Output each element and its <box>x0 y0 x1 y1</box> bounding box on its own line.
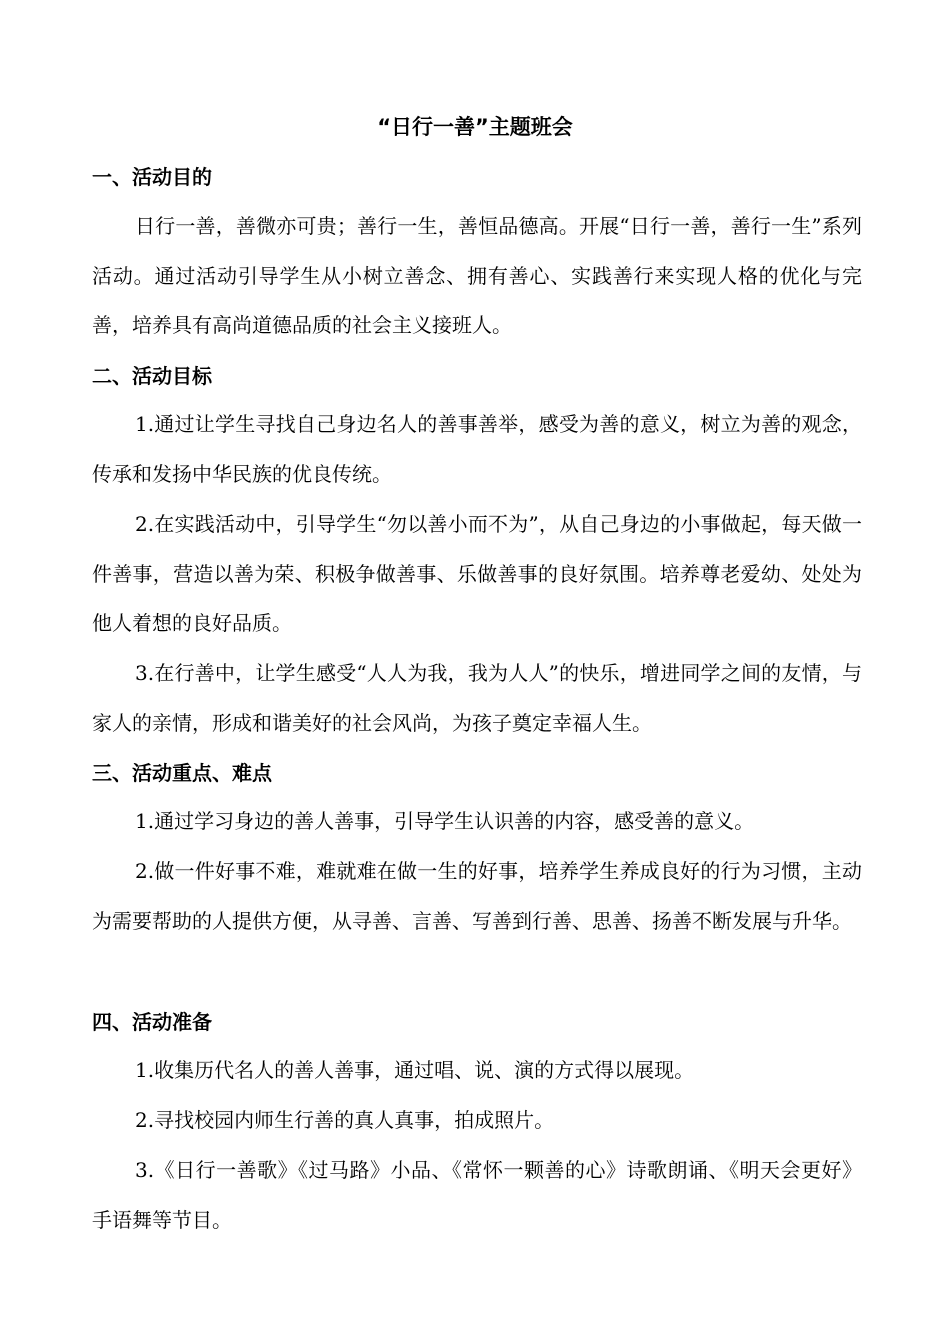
section-paragraph: 3.在行善中，让学生感受“人人为我，我为人人”的快乐，增进同学之间的友情，与家人的亲情，形成和谐美好的社会风尚，为孩子奠定幸福人生。 <box>92 661 862 735</box>
section-paragraph: 2.寻找校园内师生行善的真人真事，拍成照片。 <box>135 1108 555 1132</box>
section-paragraph: 2.做一件好事不难，难就难在做一生的好事，培养学生养成良好的行为习惯，主动为需要帮助的人提供方便，从寻善、言善、写善到行善、思善、扬善不断发展与升华。 <box>92 859 862 933</box>
section-paragraph: 2.在实践活动中，引导学生“勿以善小而不为”，从自己身边的小事做起，每天做一件善事，营造以善为荣、积极争做善事、乐做善事的良好氛围。培养尊老爱幼、处处为他人着想的良好品质。 <box>92 512 862 635</box>
section-paragraph: 3.《日行一善歌》《过马路》小品、《常怀一颗善的心》诗歌朗诵、《明天会更好》手语舞等节目。 <box>92 1158 862 1232</box>
section-heading-preparation: 四、活动准备 <box>92 1010 212 1034</box>
section-heading-key-points: 三、活动重点、难点 <box>92 761 272 785</box>
section-heading-goals: 二、活动目标 <box>92 364 212 388</box>
document-title: “日行一善”主题班会 <box>377 115 573 139</box>
section-paragraph: 1.通过学习身边的善人善事，引导学生认识善的内容，感受善的意义。 <box>135 809 755 833</box>
section-paragraph: 日行一善，善微亦可贵；善行一生，善恒品德高。开展“日行一善，善行一生”系列活动。通过活动引导学生从小树立善念、拥有善心、实践善行来实现人格的优化与完善，培养具有高尚道德品质的社会主义接班人。 <box>92 214 862 337</box>
section-paragraph: 1.通过让学生寻找自己身边名人的善事善举，感受为善的意义，树立为善的观念，传承和发扬中华民族的优良传统。 <box>92 412 862 486</box>
section-heading-purpose: 一、活动目的 <box>92 165 212 189</box>
section-paragraph: 1.收集历代名人的善人善事，通过唱、说、演的方式得以展现。 <box>135 1058 695 1082</box>
